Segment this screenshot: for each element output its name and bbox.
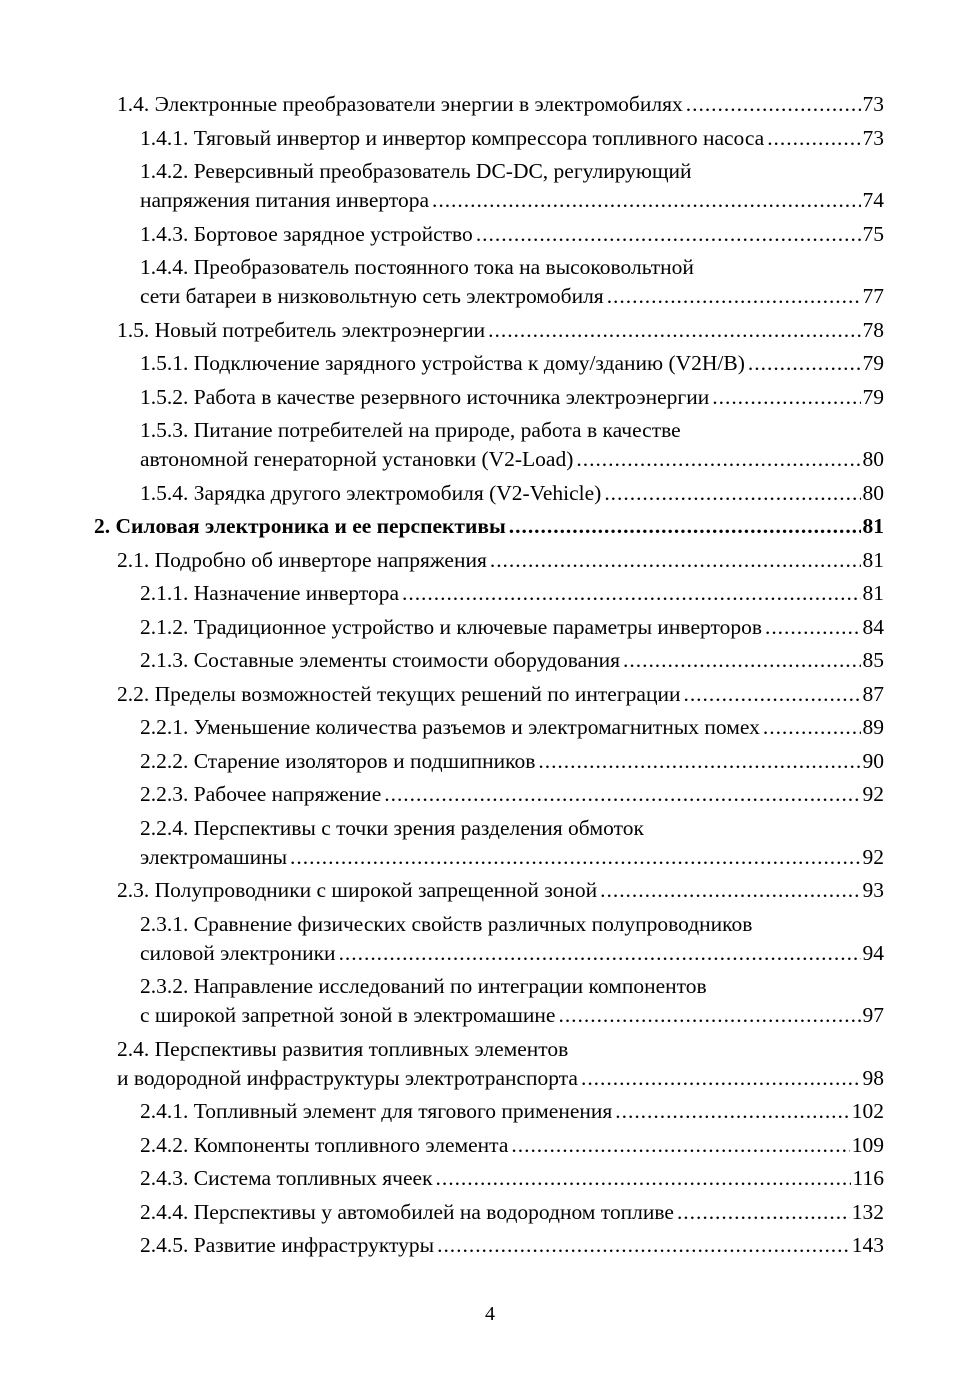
toc-entry (117, 680, 884, 709)
toc-entry (140, 157, 884, 215)
toc-entry-page: 84 (862, 614, 884, 639)
toc-entry-title: 1.5.2. Работа в качестве резервного источника электроэнергии (140, 384, 710, 409)
toc-entry-last-line (140, 186, 884, 215)
toc-entry-page: 77 (862, 284, 884, 308)
dot-leader (712, 383, 860, 412)
toc-entry (140, 253, 884, 311)
dot-leader (748, 349, 861, 378)
toc-entry-page: 109 (851, 1132, 884, 1157)
toc-entry-last-line (140, 646, 884, 675)
toc-entry-page: 89 (862, 715, 884, 739)
toc-entry-page: 87 (862, 681, 884, 706)
toc-entry-page: 81 (862, 514, 884, 538)
toc-entry-title: электромашины (140, 844, 288, 869)
toc-entry (140, 910, 884, 968)
table-of-contents (0, 90, 980, 1265)
toc-entry (140, 383, 884, 412)
toc-entry-page: 90 (862, 748, 884, 773)
toc-entry-last-line (140, 1164, 884, 1193)
toc-entry (140, 646, 884, 675)
toc-entry-page: 79 (862, 351, 884, 375)
toc-entry-last-line (140, 843, 884, 872)
dot-leader (509, 512, 861, 541)
toc-entry (117, 1035, 884, 1093)
toc-entry-last-line (140, 124, 884, 153)
toc-entry-title: 2.4.4. Перспективы у автомобилей на водородном топливе (140, 1199, 674, 1224)
toc-entry-page: 74 (862, 188, 884, 212)
toc-entry-last-line (140, 282, 884, 311)
toc-entry-page: 94 (862, 940, 884, 965)
toc-entry-page: 102 (851, 1099, 884, 1123)
toc-entry-title: 2.3. Полупроводники с широкой запрещенной зоной (117, 878, 598, 902)
toc-entry-last-line (140, 220, 884, 249)
toc-entry (140, 780, 884, 809)
toc-entry-page: 73 (862, 92, 884, 116)
toc-entry (140, 416, 884, 474)
toc-entry-last-line (140, 713, 884, 742)
dot-leader (600, 876, 860, 905)
toc-entry (140, 613, 884, 642)
toc-entry (140, 479, 884, 508)
toc-entry-title: силовой электроники (140, 940, 336, 965)
toc-entry (140, 972, 884, 1030)
toc-entry-page: 75 (862, 221, 884, 246)
toc-entry-title: 2.4.5. Развитие инфраструктуры (140, 1233, 435, 1257)
toc-entry-title-line: 2.3.2. Направление исследований по интеграции компонентов (140, 974, 707, 998)
toc-entry-title: 2. Силовая электроника и ее перспективы (94, 514, 506, 538)
toc-entry-page: 98 (862, 1065, 884, 1090)
dot-leader (615, 1097, 849, 1126)
toc-entry-title: 2.2.1. Уменьшение количества разъемов и электромагнитных помех (140, 715, 760, 739)
toc-entry-title: сети батареи в низковольтную сеть электромобиля (140, 284, 604, 308)
toc-entry-title: 2.1.2. Традиционное устройство и ключевые параметры инверторов (140, 614, 762, 639)
toc-entry (140, 1231, 884, 1260)
toc-entry (140, 1097, 884, 1126)
dot-leader (436, 1164, 851, 1193)
toc-entry-title: и водородной инфраструктуры электротранспорта (117, 1065, 578, 1090)
toc-entry-last-line (140, 1097, 884, 1126)
toc-entry-title: 2.2.2. Старение изоляторов и подшипников (140, 748, 536, 773)
toc-entry-title: 2.4.3. Система топливных ячеек (140, 1166, 433, 1190)
toc-entry (140, 220, 884, 249)
toc-entry-last-line (117, 876, 884, 905)
toc-entry (140, 1131, 884, 1160)
toc-entry-last-line (140, 579, 884, 608)
dot-leader (604, 479, 860, 508)
toc-entry-last-line (140, 445, 884, 474)
dot-leader (686, 90, 861, 119)
dot-leader (402, 579, 861, 608)
toc-entry-last-line (140, 939, 884, 968)
toc-entry-title: 1.5.1. Подключение зарядного устройства к дому/зданию (V2H/B) (140, 351, 745, 375)
dot-leader (765, 613, 861, 642)
dot-leader (511, 1131, 849, 1160)
toc-entry-last-line (140, 747, 884, 776)
toc-entry-page: 78 (862, 317, 884, 342)
dot-leader (677, 1198, 850, 1227)
toc-entry-last-line (117, 546, 884, 575)
toc-entry-title: автономной генераторной установки (V2-Load) (140, 447, 574, 471)
toc-entry (140, 713, 884, 742)
toc-entry-last-line (140, 613, 884, 642)
dot-leader (607, 282, 861, 311)
dot-leader (339, 939, 861, 968)
toc-entry-last-line (140, 479, 884, 508)
dot-leader (623, 646, 860, 675)
toc-entry (140, 579, 884, 608)
toc-entry-page: 81 (862, 547, 884, 572)
dot-leader (763, 713, 861, 742)
toc-entry-title: 1.4.1. Тяговый инвертор и инвертор компрессора топливного насоса (140, 125, 765, 150)
toc-entry (140, 1164, 884, 1193)
toc-entry-page: 116 (852, 1166, 884, 1190)
toc-entry-title: 2.1.3. Составные элементы стоимости оборудования (140, 648, 621, 672)
toc-entry-title: с широкой запретной зоной в электромашине (140, 1003, 556, 1027)
toc-entry (117, 90, 884, 119)
toc-entry-page: 80 (862, 447, 884, 471)
dot-leader (432, 186, 861, 215)
toc-entry-last-line (117, 680, 884, 709)
toc-entry (94, 512, 884, 541)
toc-entry-title: 2.1.1. Назначение инвертора (140, 581, 399, 605)
toc-entry-last-line (117, 1064, 884, 1093)
toc-entry-title-line: 2.2.4. Перспективы с точки зрения разделения обмоток (140, 815, 644, 840)
dot-leader (683, 680, 860, 709)
dot-leader (767, 124, 860, 153)
toc-entry-last-line (117, 90, 884, 119)
toc-entry-last-line (140, 383, 884, 412)
toc-entry-title-line: 1.5.3. Питание потребителей на природе, работа в качестве (140, 418, 681, 442)
toc-entry (117, 316, 884, 345)
toc-entry-page: 97 (862, 1003, 884, 1027)
dot-leader (290, 843, 860, 872)
toc-entry-title-line: 2.3.1. Сравнение физических свойств различных полупроводников (140, 911, 753, 936)
toc-entry (140, 349, 884, 378)
toc-entry-page: 80 (862, 480, 884, 505)
toc-entry-page: 79 (862, 384, 884, 409)
toc-entry-page: 143 (851, 1233, 884, 1257)
toc-entry-last-line (140, 1231, 884, 1260)
toc-entry (140, 1198, 884, 1227)
toc-entry-last-line (140, 1131, 884, 1160)
toc-entry-title: 2.2.3. Рабочее напряжение (140, 782, 382, 806)
dot-leader (488, 316, 860, 345)
toc-entry-title-line: 1.4.2. Реверсивный преобразователь DC-DC, регулирующий (140, 159, 692, 183)
toc-entry-last-line (140, 349, 884, 378)
toc-entry-page: 92 (862, 782, 884, 806)
toc-entry-last-line (117, 316, 884, 345)
toc-entry-last-line (94, 512, 884, 541)
toc-entry-title: 2.2. Пределы возможностей текущих решений по интеграции (117, 681, 681, 706)
dot-leader (437, 1231, 850, 1260)
toc-entry-last-line (140, 780, 884, 809)
toc-entry-title: 1.5. Новый потребитель электроэнергии (117, 317, 486, 342)
dot-leader (476, 220, 861, 249)
dot-leader (558, 1001, 860, 1030)
toc-entry-title: 2.4.1. Топливный элемент для тягового применения (140, 1099, 613, 1123)
toc-entry-title-line: 1.4.4. Преобразователь постоянного тока на высоковольтной (140, 255, 694, 279)
toc-entry (140, 747, 884, 776)
dot-leader (538, 747, 860, 776)
toc-entry-title: 1.4. Электронные преобразователи энергии в электромобилях (117, 92, 683, 116)
toc-entry-page: 93 (862, 878, 884, 902)
toc-entry (117, 546, 884, 575)
toc-entry-title: 1.5.4. Зарядка другого электромобиля (V2-Vehicle) (140, 480, 602, 505)
dot-leader (581, 1064, 861, 1093)
page-number: 4 (485, 1303, 495, 1325)
toc-entry (140, 124, 884, 153)
toc-entry-last-line (140, 1198, 884, 1227)
toc-entry-page: 132 (851, 1199, 884, 1224)
dot-leader (384, 780, 860, 809)
toc-entry-title: 2.1. Подробно об инверторе напряжения (117, 547, 487, 572)
dot-leader (490, 546, 861, 575)
toc-entry-title-line: 2.4. Перспективы развития топливных элементов (117, 1036, 569, 1061)
toc-entry-last-line (140, 1001, 884, 1030)
toc-entry-title: напряжения питания инвертора (140, 188, 429, 212)
dot-leader (576, 445, 860, 474)
toc-entry-page: 73 (862, 125, 884, 150)
toc-entry-page: 85 (862, 648, 884, 672)
toc-entry-title: 2.4.2. Компоненты топливного элемента (140, 1132, 509, 1157)
toc-entry (140, 814, 884, 872)
toc-entry-page: 92 (862, 844, 884, 869)
toc-entry-title: 1.4.3. Бортовое зарядное устройство (140, 221, 473, 246)
toc-entry-page: 81 (862, 581, 884, 605)
toc-entry (117, 876, 884, 905)
